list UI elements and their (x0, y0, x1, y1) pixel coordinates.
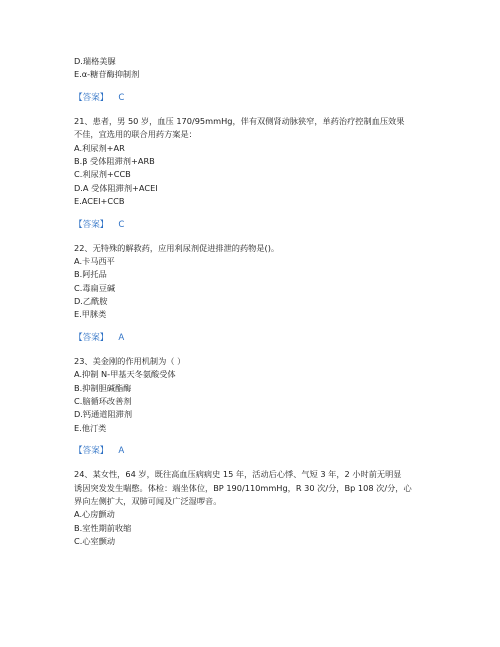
option-b: B.β 受体阻滞剂+ARB (74, 155, 155, 166)
question-stem: 24、某女性，64 岁，既往高血压病病史 15 年，活动后心悸、气短 3 年，2 小时前无明显 (74, 469, 402, 480)
question-stem: 21、患者，男 50 岁，血压 170/95mmHg，伴有双侧肾动脉狭窄，单药治疗控制血压效果 (74, 115, 405, 126)
answer-line (74, 91, 434, 105)
option-b: B.室性期前收缩 (74, 522, 132, 533)
question-stem: 诱因突发发生喘憋。体检：端坐体位，BP 190/110mmHg，R 30 次/分，Bp 108 次/分，心 (74, 482, 412, 493)
answer-label: 【答案】 (74, 446, 109, 457)
question-stem: 界向左侧扩大，双肺可闻及广泛湿啰音。 (74, 495, 222, 506)
option-c: C.心室颤动 (74, 536, 116, 547)
question-21 (74, 115, 434, 209)
option-c: C.脑循环改善剂 (74, 396, 132, 407)
question-stem: 23、美金刚的作用机制为（ ） (74, 355, 186, 366)
option-a: A.卡马西平 (74, 255, 115, 266)
option-b: B.抑制胆碱酯酶 (74, 382, 132, 393)
document-page (74, 55, 434, 549)
answer-value: A (118, 446, 125, 457)
answer-value: A (118, 332, 125, 343)
option-a: A.心房颤动 (74, 509, 115, 520)
option-d: D.瑞格美脲 (74, 56, 116, 66)
answer-label: 【答案】 (74, 332, 109, 343)
option-d: D.乙酰胺 (74, 296, 108, 307)
answer-line (74, 444, 434, 458)
answer-line (74, 331, 434, 345)
question-stem: 不佳，宜选用的联合用药方案是： (74, 129, 197, 140)
option-d: D.钙通道阻滞剂 (74, 409, 133, 420)
answer-label: 【答案】 (74, 92, 109, 103)
question-23 (74, 355, 434, 435)
option-e: E.他汀类 (74, 422, 107, 433)
previous-question-options (74, 55, 434, 82)
option-a: A.利尿剂+AR (74, 142, 125, 153)
option-e: E.ACEI+CCB (74, 196, 125, 207)
option-e: E.甲脒类 (74, 309, 107, 320)
question-stem: 22、无特殊的解救药，应用利尿剂促进排泄的药物是()。 (74, 242, 280, 253)
option-d: D.A 受体阻滞剂+ACEI (74, 182, 158, 193)
option-a: A.抑制 N-甲基天冬氨酸受体 (74, 369, 176, 380)
option-c: C.利尿剂+CCB (74, 169, 131, 180)
question-24 (74, 468, 434, 548)
answer-value: C (118, 219, 125, 230)
question-22 (74, 242, 434, 322)
option-b: B.阿托品 (74, 269, 107, 280)
answer-label: 【答案】 (74, 219, 109, 230)
answer-value: C (118, 92, 125, 103)
option-c: C.毒扁豆碱 (74, 282, 116, 293)
option-e: E.α-糖苷酶抑制剂 (74, 69, 140, 80)
answer-line (74, 218, 434, 232)
